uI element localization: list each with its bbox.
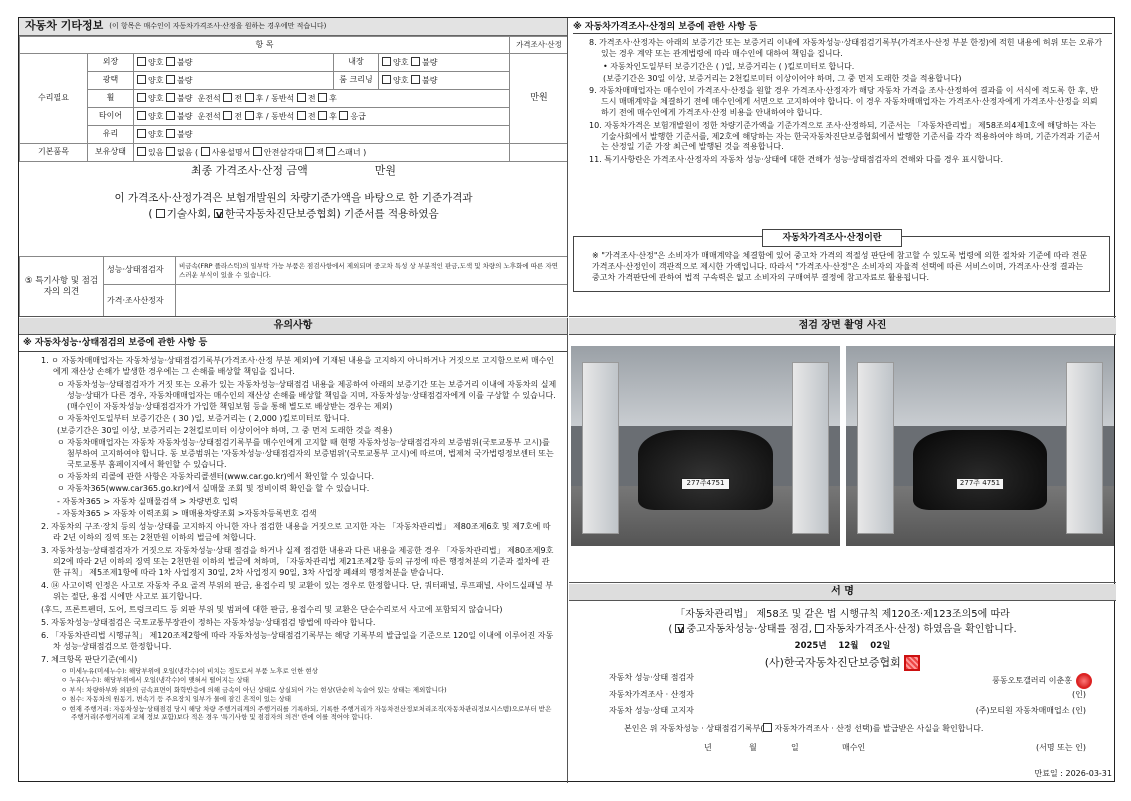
- sign-year-label: 년: [704, 743, 712, 753]
- association-seal-icon: [904, 655, 920, 671]
- checkbox-technician-society[interactable]: [156, 209, 165, 218]
- price-item-11: 11. 특기사항란은 가격조사·산정자의 자동차 성능·상태에 대한 견해가 성능·상태점검자의 견해와 다를 경우 표시합니다.: [589, 155, 1004, 165]
- inspector-opinion: 비금속(FRP 플라스틱)의 일부탁 가능 부품은 점검사항에서 제외되며 중고차 특성 상 부분적인 판금,도색 및 차량의 노후화에 따른 자연스러운 부식이 있을 수 있습니다.: [176, 257, 568, 285]
- other-info-section: [19, 18, 568, 317]
- checkbox-tire-passenger-rear[interactable]: [318, 111, 327, 120]
- r1-value: 풍동오토갤러리 이춘홍: [992, 676, 1072, 686]
- checkbox-wheel-bad[interactable]: [166, 93, 175, 102]
- notice-line: (보증기간은 30일 이상, 보증거리는 2천킬로미터 이상이어야 하며, 그 중 먼저 도래한 것을 적용): [57, 426, 393, 436]
- checkbox-tire-passenger-front[interactable]: [297, 111, 306, 120]
- inspection-photo-rear: [846, 346, 1114, 546]
- price-inspector-label: 가격·조사산정자: [104, 285, 176, 318]
- checkbox-interior-good[interactable]: [382, 57, 391, 66]
- signature-date: 2025년 12월 02일: [794, 641, 891, 651]
- price-item-10: 10. 자동차가격은 보험개발원이 정한 차량기준가액을 기준가격으로 조사·산정하되, 기준서는 「자동차관리법」 제58조의4제1호에 해당하는 자는 기술사회에서 발행한 기준서를, 제2호에 해당하는 자는 한국자동차진단보증협회에서 발행한 기준서를 각각 적용하여야 하며, 기준가격과 기준서는 산정일 기준 가장 최근에 발행된 것을 적용합니다.: [589, 120, 1101, 152]
- checkbox-manual[interactable]: [201, 147, 210, 156]
- col-item-header: 항 목: [20, 37, 510, 54]
- price-guarantee-section: [569, 18, 1116, 317]
- notice-line: 2. 자동차의 구조·장치 등의 성능·상태를 고지하지 아니한 자나 점검한 내용을 거짓으로 고지한 자는 「자동차관리법」 제80조제6호 및 제7호에 따라 2년 이하의 징역 또는 2천만원 이하의 벌금에 처합니다.: [41, 521, 551, 542]
- notice-line: ㅇ 자동차성능·상태점검자가 거짓 또는 오류가 있는 자동차성능·상태점검 내용을 제공하여 아래의 보증기간 또는 보증거리 이내에 자동차의 실제 성능·상태가 다른 경우, 자동차매매업자는 매수인의 재산상 손해를 배상할 책임을 지며, 자동차성능·상태점검자에게 이를 구상할 수 있습니다.(매수인이 자동차성능·상태점검자가 가입한 책임보험 등을 통해 별도로 배상받는 경우는 제외): [57, 380, 557, 412]
- notice-criteria-item: ㅇ 현재 주행거리: 자동차성능·상태점검 당시 해당 차량 주행거리계의 주행거리를 기록하되, 기록한 주행거리가 자동차전산정보처리조직(자동차관리정보시스템)으로부터 받은 주행거리(주행거리계 교체 정보 포함)보다 적은 경우 '특기사항 및 점검자의 의견' 란에 이를 적어야 합니다.: [61, 704, 552, 722]
- checkbox-tire-bad[interactable]: [166, 111, 175, 120]
- checkbox-spanner[interactable]: [326, 147, 335, 156]
- checkbox-triangle[interactable]: [253, 147, 262, 156]
- checkbox-glass-good[interactable]: [137, 129, 146, 138]
- notice-line: - 자동차365 > 자동차 실매물검색 > 차량번호 입력: [57, 496, 238, 506]
- notice-criteria-item: ㅇ 미세누유(미세누수): 해당부위에 오일(냉각수)이 비치는 정도로서 부품 노후로 인한 현상: [61, 666, 318, 675]
- inspector-seal-icon: [1076, 673, 1092, 689]
- receipt-line: 본인은 위 자동차성능 · 상태점검기록부( 자동차가격조사 · 산정 선택)를 발급받은 사실을 확인합니다.: [624, 724, 984, 734]
- row-wheel: 휠: [88, 90, 134, 108]
- r2-label: 자동차가격조사 · 산정자: [609, 690, 694, 700]
- checkbox-room-bad[interactable]: [411, 75, 420, 84]
- checkbox-jack[interactable]: [305, 147, 314, 156]
- notice-line: ㅇ 자동차의 리콜에 관한 사항은 자동차리콜센터(www.car.go.kr)에서 확인할 수 있습니다.: [57, 472, 375, 482]
- association-name: (사)한국자동차진단보증협회: [764, 656, 901, 670]
- price-inspector-opinion[interactable]: [176, 285, 568, 318]
- price-item-8a: • 자동차인도일부터 보증기간은 ( )일, 보증거리는 ( )킬로미터로 합니다.: [603, 61, 855, 71]
- r3-value: (주)모티원 자동차매매업소 (인): [975, 706, 1086, 716]
- plate-front: 277주4751: [681, 478, 729, 490]
- notice-line: 6. 「자동차관리법 시행규칙」 제120조제2항에 따라 자동차성능·상태점검기록부는 해당 기록부의 발급일을 기준으로 120일 이내에 이루어진 자동차 성능·상태점검으로 한정합니다.: [41, 630, 554, 651]
- expiry-date: 만료일 : 2026-03-31: [1034, 769, 1112, 779]
- definition-box: [573, 233, 1110, 292]
- photo-title: 점검 장면 촬영 사진: [569, 318, 1116, 335]
- notice-title: 유의사항: [19, 318, 567, 335]
- notice-subtitle: ※ 자동차성능·상태점검의 보증에 관한 사항 등: [19, 335, 567, 352]
- buyer-label: 매수인: [842, 743, 866, 753]
- notice-line: 5. 자동차성능·상태점검은 국토교통부장관이 정하는 자동차성능·상태점검 방법에 따라야 합니다.: [41, 617, 376, 627]
- checkbox-none[interactable]: [166, 147, 175, 156]
- row-room-cleaning: 룸 크리닝: [334, 72, 379, 90]
- checkbox-performance-check[interactable]: [675, 624, 684, 633]
- checkbox-receipt-price[interactable]: [763, 723, 772, 732]
- checkbox-gloss-good[interactable]: [137, 75, 146, 84]
- signature-section: 서 명 「자동차관리법」 제58조 및 같은 법 시행규칙 제120조·제123조의5에 따라 ( V중고자동차성능·상태를 점검, 자동차가격조사·산정) 하였음을 확인합니다. 2025년 12월 02일 (사)한국자동차진단보증협회 자동차 성능·상태 점검자 풍동오토갤러리 이춘홍 자동차가격조사 · 산정자 (인) 자동차 성능·상태 고지자 (주)모티원 자동차매매업소 (인) 본인은 위 자동차성능 · 상태점검기록부( 자동차가격조사 · 산정 선택)를 발급받은 사실을 확인합니다. 년 월 일 매수인 (서명 또는 인) 만료일 : 2026-03-31: [569, 584, 1116, 783]
- group-basic: 기본품목: [20, 144, 88, 162]
- checkbox-room-good[interactable]: [382, 75, 391, 84]
- final-price-row: 최종 가격조사·산정 금액 만원: [190, 164, 396, 177]
- sign-day-label: 일: [791, 743, 799, 753]
- special-notes-title: ⑤ 특기사항 및 점검자의 의견: [20, 257, 104, 318]
- notice-line: - 자동차365 > 자동차 이력조회 > 매매용차량조회 >자동차등록번호 검색: [57, 508, 317, 518]
- signature-title: 서 명: [569, 584, 1116, 601]
- inspection-photo-front: [571, 346, 840, 546]
- notice-line: ㅇ 자동차365(www.car365.go.kr)에서 실매물 조회 및 정비이력 확인을 할 수 있습니다.: [57, 484, 370, 494]
- sign-month-label: 월: [749, 743, 757, 753]
- notice-criteria-item: ㅇ 침수: 자동차의 원동기, 변속기 등 주요장치 일부가 물에 잠긴 흔적이 있는 상태: [61, 695, 291, 704]
- checkbox-have[interactable]: [137, 147, 146, 156]
- checkbox-interior-bad[interactable]: [411, 57, 420, 66]
- checkbox-tire-good[interactable]: [137, 111, 146, 120]
- special-notes-table: [19, 256, 568, 317]
- row-tire: 타이어: [88, 108, 134, 126]
- r2-value: (인): [1072, 690, 1086, 700]
- price-unit: 만원: [510, 54, 569, 144]
- repair-table: 항 목 가격조사·산정 수리필요 외장 양호 불량 내장 양호 불량 만원 광택 양호 불량 룸 크리닝 양호 불량 휠 양호 불량 운전석 전 후 / 동반석 전 후 타이어 양호 불량 운전석 전 후 / 동반석 전 후 응급 유리 양호 불량 기본품목 보유상태 있음 없음 ( 사용설명서 안전삼각대 잭 스패너 ): [19, 36, 568, 162]
- checkbox-gloss-bad[interactable]: [166, 75, 175, 84]
- other-info-title: 자동차 기타정보: [25, 19, 104, 33]
- notice-line: ㅇ 자동차인도일부터 보증기간은 ( 30 )일, 보증거리는 ( 2,000 )킬로미터로 합니다.: [57, 414, 350, 424]
- signature-law-line: 「자동차관리법」 제58조 및 같은 법 시행규칙 제120조·제123조의5에 따라: [675, 609, 1010, 620]
- checkbox-wheel-good[interactable]: [137, 93, 146, 102]
- checkbox-exterior-good[interactable]: [137, 57, 146, 66]
- basis-text: 이 가격조사·산정가격은 보험개발원의 차량기준가액을 바탕으로 한 기준가격과 ( 기술사회, V 한국자동차진단보증협회) 기준서를 적용하였음: [19, 190, 568, 222]
- checkbox-price-check[interactable]: [815, 624, 824, 633]
- inspection-record-page: [18, 17, 1115, 782]
- price-item-8b: (보증기간은 30일 이상, 보증거리는 2천킬로미터 이상이어야 하며, 그 중 먼저 도래한 것을 적용합니다): [603, 73, 962, 83]
- notice-line: 3. 자동차성능·상태점검자가 거짓으로 자동차성능·상태 점검을 하거나 실제 점검한 내용과 다른 내용을 제공한 경우 「자동차관리법」 제80조제9호의2에 따라 2년 이하의 징역 또는 2천만원 이하의 벌금에 처하며, 「자동차관리법 제21조제2항 등의 규정에 따른 행정처분의 기준과 절차에 관한 규칙」 제5조제1항에 따라 1차 사업정지 30일, 2차 사업정지 90일, 3차 사업장 폐쇄의 행정처분을 받습니다.: [41, 545, 554, 577]
- definition-text: ※ "가격조사·산정"은 소비자가 매매계약을 체결함에 있어 중고차 가격의 적절성 판단에 참고할 수 있도록 법령에 의한 절차와 기준에 따라 전문 가격조사·산정인이 객관적으로 제시한 가액입니다. 따라서 "가격조사·산정"은 소비자의 자율적 선택에 따른 서비스이며, 가격조사·산정 결과는 중고차 가격판단에 관하여 법적 구속력은 없고 소비자의 구매여부 결정에 참고자료로 활용됩니다.: [592, 251, 1088, 282]
- notice-criteria-item: ㅇ 누유(누수): 해당부위에서 오일(냉각수)이 맺혀서 떨어지는 상태: [61, 676, 249, 685]
- definition-title: 자동차가격조사·산정이란: [762, 229, 902, 247]
- checkbox-wheel-driver-rear[interactable]: [245, 93, 254, 102]
- price-guarantee-title: ※ 자동차가격조사·산정의 보증에 관한 사항 등: [573, 21, 1112, 34]
- notice-line: 1. ㅇ 자동차매매업자는 자동차성능·상태점검기록부(가격조사·산정 부분 제외)에 기재된 내용을 고지하지 아니하거나 거짓으로 고지함으로써 매수인에게 재산상 손해가 발생한 경우에는 그 손해를 배상할 책임을 집니다.: [41, 356, 555, 377]
- notice-line: (후드, 프론트펜더, 도어, 트렁크리드 등 외판 부위 및 범퍼에 대한 판금, 용접수리 및 교환은 단순수리로서 사고에 포함되지 않습니다): [41, 604, 503, 614]
- inspector-label: 성능·상태점검자: [104, 257, 176, 285]
- checkbox-wheel-passenger-front[interactable]: [297, 93, 306, 102]
- notice-lines: [19, 355, 567, 665]
- price-item-8: 8. 가격조사·산정자는 아래의 보증기간 또는 보증거리 이내에 자동차성능·상태점검기록부(가격조사·산정 부분 한정)에 적힌 내용에 허위 또는 오류가 있는 경우 계약 또는 관계법령에 따라 매수인에 대하여 책임을 집니다.: [589, 38, 1103, 58]
- row-glass: 유리: [88, 126, 134, 144]
- checkbox-exterior-bad[interactable]: [166, 57, 175, 66]
- other-info-note: (이 항목은 매수인이 자동차가격조사·산정을 원하는 경우에만 적습니다): [109, 21, 327, 30]
- notice-small-list: [19, 667, 567, 722]
- col-price-header: 가격조사·산정: [510, 37, 569, 54]
- final-price-input[interactable]: [311, 164, 371, 178]
- row-exterior: 외장: [88, 54, 134, 72]
- checkbox-tire-driver-rear[interactable]: [245, 111, 254, 120]
- checkbox-kaida[interactable]: [214, 209, 223, 218]
- checkbox-wheel-passenger-rear[interactable]: [318, 93, 327, 102]
- plate-rear: 277주 4751: [956, 478, 1004, 490]
- buyer-sign[interactable]: (서명 또는 인): [1036, 743, 1086, 753]
- photo-section: [569, 318, 1116, 583]
- r1-label: 자동차 성능·상태 점검자: [609, 673, 694, 683]
- notice-line: ㅇ 자동차매매업자는 자동차 자동차성능·상태점검기록부를 매수인에게 고지할 때 현행 자동차성능·상태점검자의 보증범위(국토교통부 고시)를 첨부하여 고지하여야 합니다. 동 보증범위는 '자동차성능·상태점검자의 보증범위'(국토교통부 고시)에 따르며, 법제처 국가법령정보센터 또는 국토교통부 홈페이지에서 확인할 수 있습니다.: [57, 438, 554, 470]
- r3-label: 자동차 성능·상태 고지자: [609, 706, 694, 716]
- row-interior: 내장: [334, 54, 379, 72]
- checkbox-tire-emergency[interactable]: [339, 111, 348, 120]
- row-gloss: 광택: [88, 72, 134, 90]
- notice-section: [19, 318, 568, 783]
- price-item-9: 9. 자동차매매업자는 매수인이 가격조사·산정을 원할 경우 가격조사·산정자가 해당 자동차 가격을 조사·산정하여 결과를 이 서식에 적도록 한 후, 반드시 매매계약을 체결하기 전에 매수인에게 서면으로 고지하여야 합니다. 이 경우 자동차매매업자는 가격조사·산정자에게 가격조사·산정을 의뢰하기 전에 매수인에게 가격조사·산정 비용을 안내하여야 합니다.: [589, 86, 1099, 117]
- notice-criteria-item: ㅇ 부식: 차량하부와 외판의 금속표면이 화학반응에 의해 금속이 아닌 상태로 상실되어 가는 현상(단순히 녹슬어 있는 상태는 제외합니다): [61, 685, 447, 694]
- checkbox-tire-driver-front[interactable]: [223, 111, 232, 120]
- notice-line: 4. ⑭ 사고이력 인정은 사고로 자동차 주요 골격 부위의 판금, 용접수리 및 교환이 있는 경우로 한정합니다. 단, 쿼터패널, 루프패널, 사이드실패널 부위는 절단, 용접 시에만 사고로 표기합니다.: [41, 580, 553, 601]
- row-owned: 보유상태: [88, 144, 134, 162]
- group-repair: 수리필요: [20, 54, 88, 144]
- checkbox-wheel-driver-front[interactable]: [223, 93, 232, 102]
- notice-line: 7. 체크항목 판단기준(예시): [41, 654, 138, 664]
- checkbox-glass-bad[interactable]: [166, 129, 175, 138]
